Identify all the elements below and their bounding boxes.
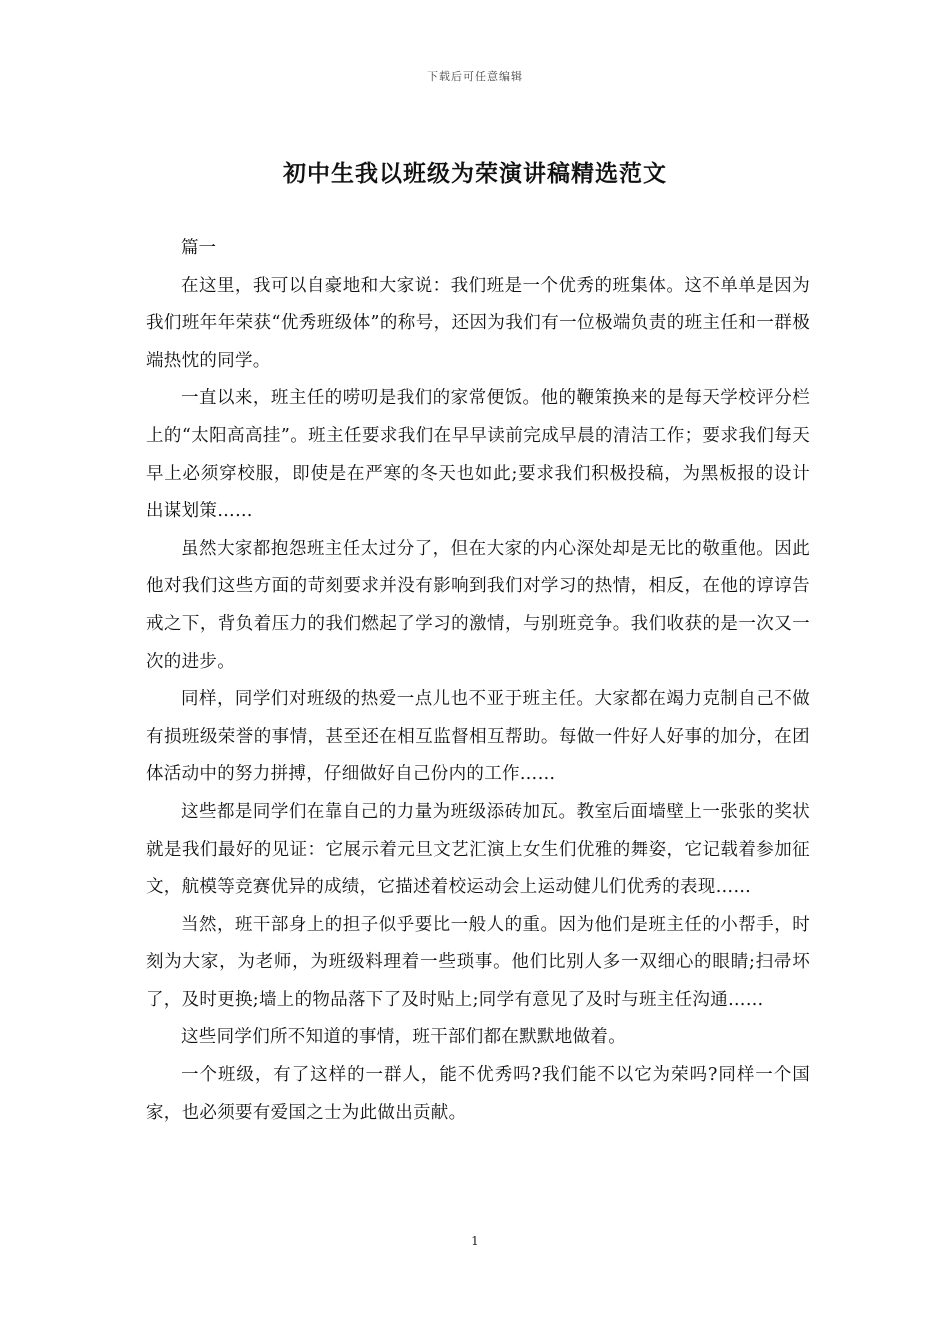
paragraph-3: 虽然大家都抱怨班主任太过分了，但在大家的内心深处却是无比的敬重他。因此他对我们这些方面的苛刻要求并没有影响到我们对学习的热情，相反，在他的谆谆告戒之下，背负着压力的我们燃起了学习的激情，与别班竞争。我们收获的是一次又一次的进步。 bbox=[146, 538, 810, 672]
paragraph-8: 一个班级，有了这样的一群人，能不优秀吗?我们能不以它为荣吗?同样一个国家，也必须要有爱国之士为此做出贡献。 bbox=[146, 1065, 810, 1123]
document-body bbox=[146, 230, 810, 1132]
paragraph-6: 当然，班干部身上的担子似乎要比一般人的重。因为他们是班主任的小帮手，时刻为大家，为老师，为班级料理着一些琐事。他们比别人多一双细心的眼睛;扫帚坏了，及时更换;墙上的物品落下了及时贴上;同学有意见了及时与班主任沟通…… bbox=[146, 914, 810, 1010]
document-title: 初中生我以班级为荣演讲稿精选范文 bbox=[283, 160, 667, 187]
paragraph-7: 这些同学们所不知道的事情，班干部们都在默默地做着。 bbox=[181, 1027, 626, 1048]
paragraph-1: 在这里，我可以自豪地和大家说：我们班是一个优秀的班集体。这不单单是因为我们班年年荣获“优秀班级体”的称号，还因为我们有一位极端负责的班主任和一群极端热忱的同学。 bbox=[146, 275, 810, 371]
header-note: 下载后可任意编辑 bbox=[427, 70, 523, 83]
page-number: 1 bbox=[471, 1234, 479, 1248]
paragraph-4: 同样，同学们对班级的热爱一点儿也不亚于班主任。大家都在竭力克制自己不做有损班级荣誉的事情，甚至还在相互监督相互帮助。每做一件好人好事的加分，在团体活动中的努力拼搏，仔细做好自己份内的工作…… bbox=[146, 689, 810, 785]
paragraph-5: 这些都是同学们在靠自己的力量为班级添砖加瓦。教室后面墙壁上一张张的奖状就是我们最好的见证：它展示着元旦文艺汇演上女生们优雅的舞姿，它记载着参加征文，航模等竞赛优异的成绩，它描述着校运动会上运动健儿们优秀的表现…… bbox=[146, 801, 810, 898]
paragraph-2: 一直以来，班主任的唠叨是我们的家常便饭。他的鞭策换来的是每天学校评分栏上的“太阳高高挂”。班主任要求我们在早早读前完成早晨的清洁工作；要求我们每天早上必须穿校服，即使是在严寒的冬天也如此;要求我们积极投稿，为黑板报的设计出谋划策…… bbox=[146, 388, 810, 522]
section-heading: 篇一 bbox=[181, 238, 216, 258]
